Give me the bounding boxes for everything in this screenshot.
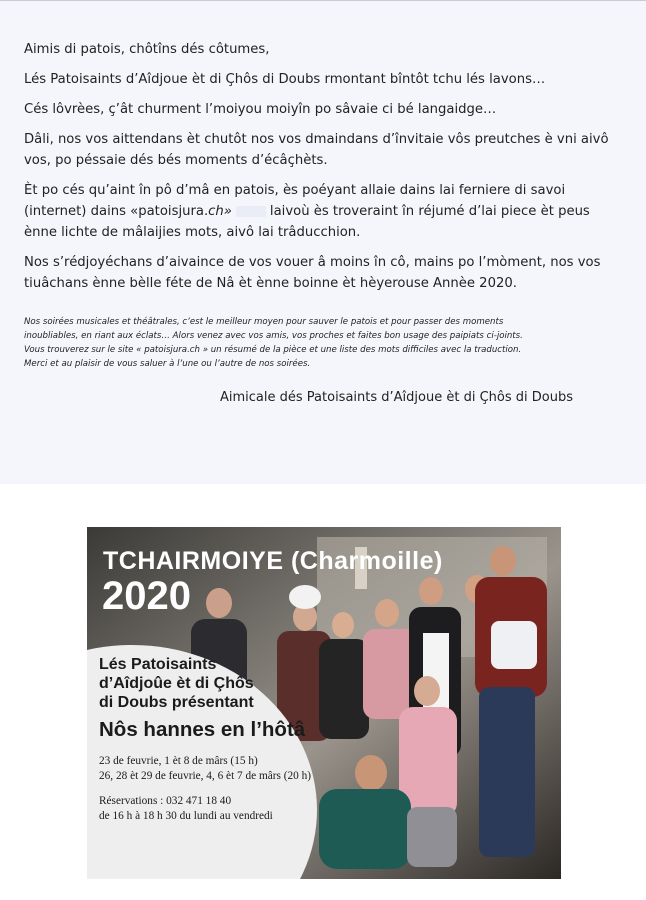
presenting-troupe bbox=[99, 655, 319, 712]
person-legs bbox=[407, 807, 457, 867]
letter-greeting: Aimis di patois, chôtîns dés côtumes, bbox=[24, 42, 270, 57]
letter-paragraph-6: Nos s’rédjoyéchans d’aivaince de vos vouer â moins în cô, mains po l’mòment, nos vos tiuâchans ènne bèlle féte de Nâ èt ènne boinne èt hèyerouse Annèe 2020. bbox=[24, 255, 601, 291]
flyer-info bbox=[99, 655, 319, 824]
person-head bbox=[375, 599, 399, 627]
dates-line: 26, 28 èt 29 de feuvrie, 4, 6 èt 7 de mârs (20 h) bbox=[99, 770, 312, 782]
person-body bbox=[319, 639, 369, 739]
reservation-phone: Réservations : 032 471 18 40 bbox=[99, 795, 232, 807]
reservation-hours: de 16 h à 18 h 30 du lundi au vendredi bbox=[99, 810, 273, 822]
french-note-line: inoubliables, en riant aux éclats… Alors venez avec vos amis, vos proches et faites bon usage des paipiats ci-joints. bbox=[24, 331, 523, 341]
letter-paragraph-5a: Èt po cés qu’aint în pô d’mâ en patois, ès poéyant allaie dains lai ferniere di savoi (internet) dains «patoisjura. bbox=[24, 183, 566, 219]
person-legs bbox=[479, 687, 535, 857]
presents-line: Lés Patoisaints bbox=[99, 656, 217, 673]
person-head bbox=[419, 577, 443, 605]
flyer-title: TCHAIRMOIYE (Charmoille) bbox=[103, 547, 443, 575]
presents-line: d’Aîdjoûe èt di Çhôs bbox=[99, 675, 254, 692]
person-head bbox=[332, 612, 354, 638]
towel bbox=[491, 621, 537, 669]
performance-dates bbox=[99, 754, 319, 784]
french-note-line: Vous trouverez sur le site « patoisjura.ch » un résumé de la pièce et une liste des mots difficiles avec la traduction. bbox=[24, 345, 522, 355]
french-note-line: Merci et au plaisir de vous saluer à l’une ou l’autre de nos soirées. bbox=[24, 359, 311, 369]
french-note-line: Nos soirées musicales et théâtrales, c’est le meilleur moyen pour sauver le patois et pour passer des moments bbox=[24, 317, 504, 327]
redaction-mark bbox=[236, 206, 266, 217]
person-head bbox=[490, 546, 516, 576]
play-title: Nôs hannes en l’hôtâ bbox=[99, 718, 306, 741]
person-head bbox=[206, 588, 232, 618]
letter-paragraph-2: Lés Patoisaints d’Aîdjoue èt di Çhôs di Doubs rmontant bîntôt tchu lés lavons… bbox=[24, 72, 546, 87]
person-body bbox=[319, 789, 411, 869]
flyer-year: 2020 bbox=[102, 574, 191, 618]
letter-paragraph-4: Dâli, nos vos aittendans èt chutôt nos vos dmaindans d’învitaie vôs preutches è vni aivô vos, po péssaie dés bés moments d’écâçhèts. bbox=[24, 132, 609, 168]
letter-paragraph-5b: laivoù ès troveraint în réjumé d’lai piece èt peus ènne lichte de mâlaijies mots, aivô lai trâducchion. bbox=[24, 204, 590, 240]
dates-line: 23 de feuvrie, 1 èt 8 de mârs (15 h) bbox=[99, 755, 258, 767]
patoisjura-link[interactable]: ch» bbox=[208, 204, 232, 219]
letter-paragraph-3: Cés lôvrèes, ç’ât churment l’moiyou moiyîn po sâvaie ci bé langaidge… bbox=[24, 102, 497, 117]
presents-line: di Doubs présentant bbox=[99, 694, 254, 711]
chef-hat bbox=[289, 585, 321, 609]
signature: Aimicale dés Patoisaints d’Aîdjoue èt di Çhôs di Doubs bbox=[220, 390, 573, 405]
letter-paragraph-5 bbox=[24, 180, 624, 243]
patois-letter bbox=[24, 39, 624, 303]
theatre-flyer bbox=[87, 527, 561, 879]
reservations bbox=[99, 794, 319, 824]
person-head bbox=[414, 676, 440, 706]
french-note bbox=[24, 315, 624, 371]
person-head bbox=[355, 755, 387, 791]
